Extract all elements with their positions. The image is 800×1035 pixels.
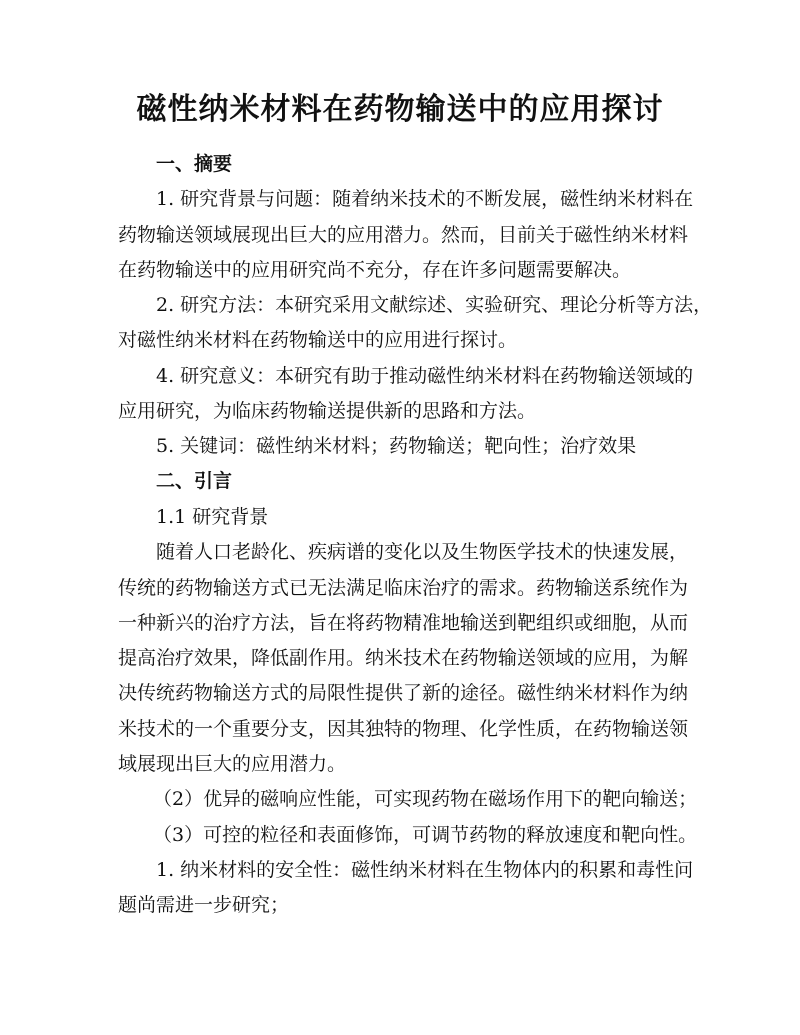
section-heading-abstract: 一、摘要 — [156, 153, 233, 175]
list-item: （2）优异的磁响应性能，可实现药物在磁场作用下的靶向输送； — [153, 788, 698, 810]
section-heading-introduction: 二、引言 — [156, 470, 233, 492]
body-line: 域展现出巨大的应用潜力。 — [118, 753, 347, 775]
abstract-line: 2. 研究方法：本研究采用文献综述、实验研究、理论分析等方法， — [156, 294, 713, 316]
abstract-line: 药物输送领域展现出巨大的应用潜力。然而，目前关于磁性纳米材料 — [118, 224, 689, 246]
keywords-line: 5. 关键词：磁性纳米材料；药物输送；靶向性；治疗效果 — [156, 435, 637, 457]
abstract-line: 对磁性纳米材料在药物输送中的应用进行探讨。 — [118, 329, 518, 351]
list-item: 题尚需进一步研究； — [118, 894, 290, 916]
list-item: 1. 纳米材料的安全性：磁性纳米材料在生物体内的积累和毒性问 — [156, 859, 694, 881]
body-line: 一种新兴的治疗方法，旨在将药物精准地输送到靶组织或细胞，从而 — [118, 612, 689, 634]
abstract-line: 1. 研究背景与问题：随着纳米技术的不断发展，磁性纳米材料在 — [156, 188, 694, 210]
abstract-line: 4. 研究意义：本研究有助于推动磁性纳米材料在药物输送领域的 — [156, 365, 694, 387]
body-line: 提高治疗效果，降低副作用。纳米技术在药物输送领域的应用，为解 — [118, 647, 689, 669]
document-title: 磁性纳米材料在药物输送中的应用探讨 — [136, 92, 664, 127]
body-line: 传统的药物输送方式已无法满足临床治疗的需求。药物输送系统作为 — [118, 577, 689, 599]
subsection-heading: 1.1 研究背景 — [156, 506, 269, 528]
body-line: 米技术的一个重要分支，因其独特的物理、化学性质，在药物输送领 — [118, 718, 689, 740]
abstract-line: 应用研究，为临床药物输送提供新的思路和方法。 — [118, 400, 537, 422]
abstract-line: 在药物输送中的应用研究尚不充分，存在许多问题需要解决。 — [118, 259, 632, 281]
list-item: （3）可控的粒径和表面修饰，可调节药物的释放速度和靶向性。 — [153, 824, 698, 846]
body-line: 随着人口老龄化、疾病谱的变化以及生物医学技术的快速发展， — [156, 541, 689, 563]
body-line: 决传统药物输送方式的局限性提供了新的途径。磁性纳米材料作为纳 — [118, 682, 689, 704]
